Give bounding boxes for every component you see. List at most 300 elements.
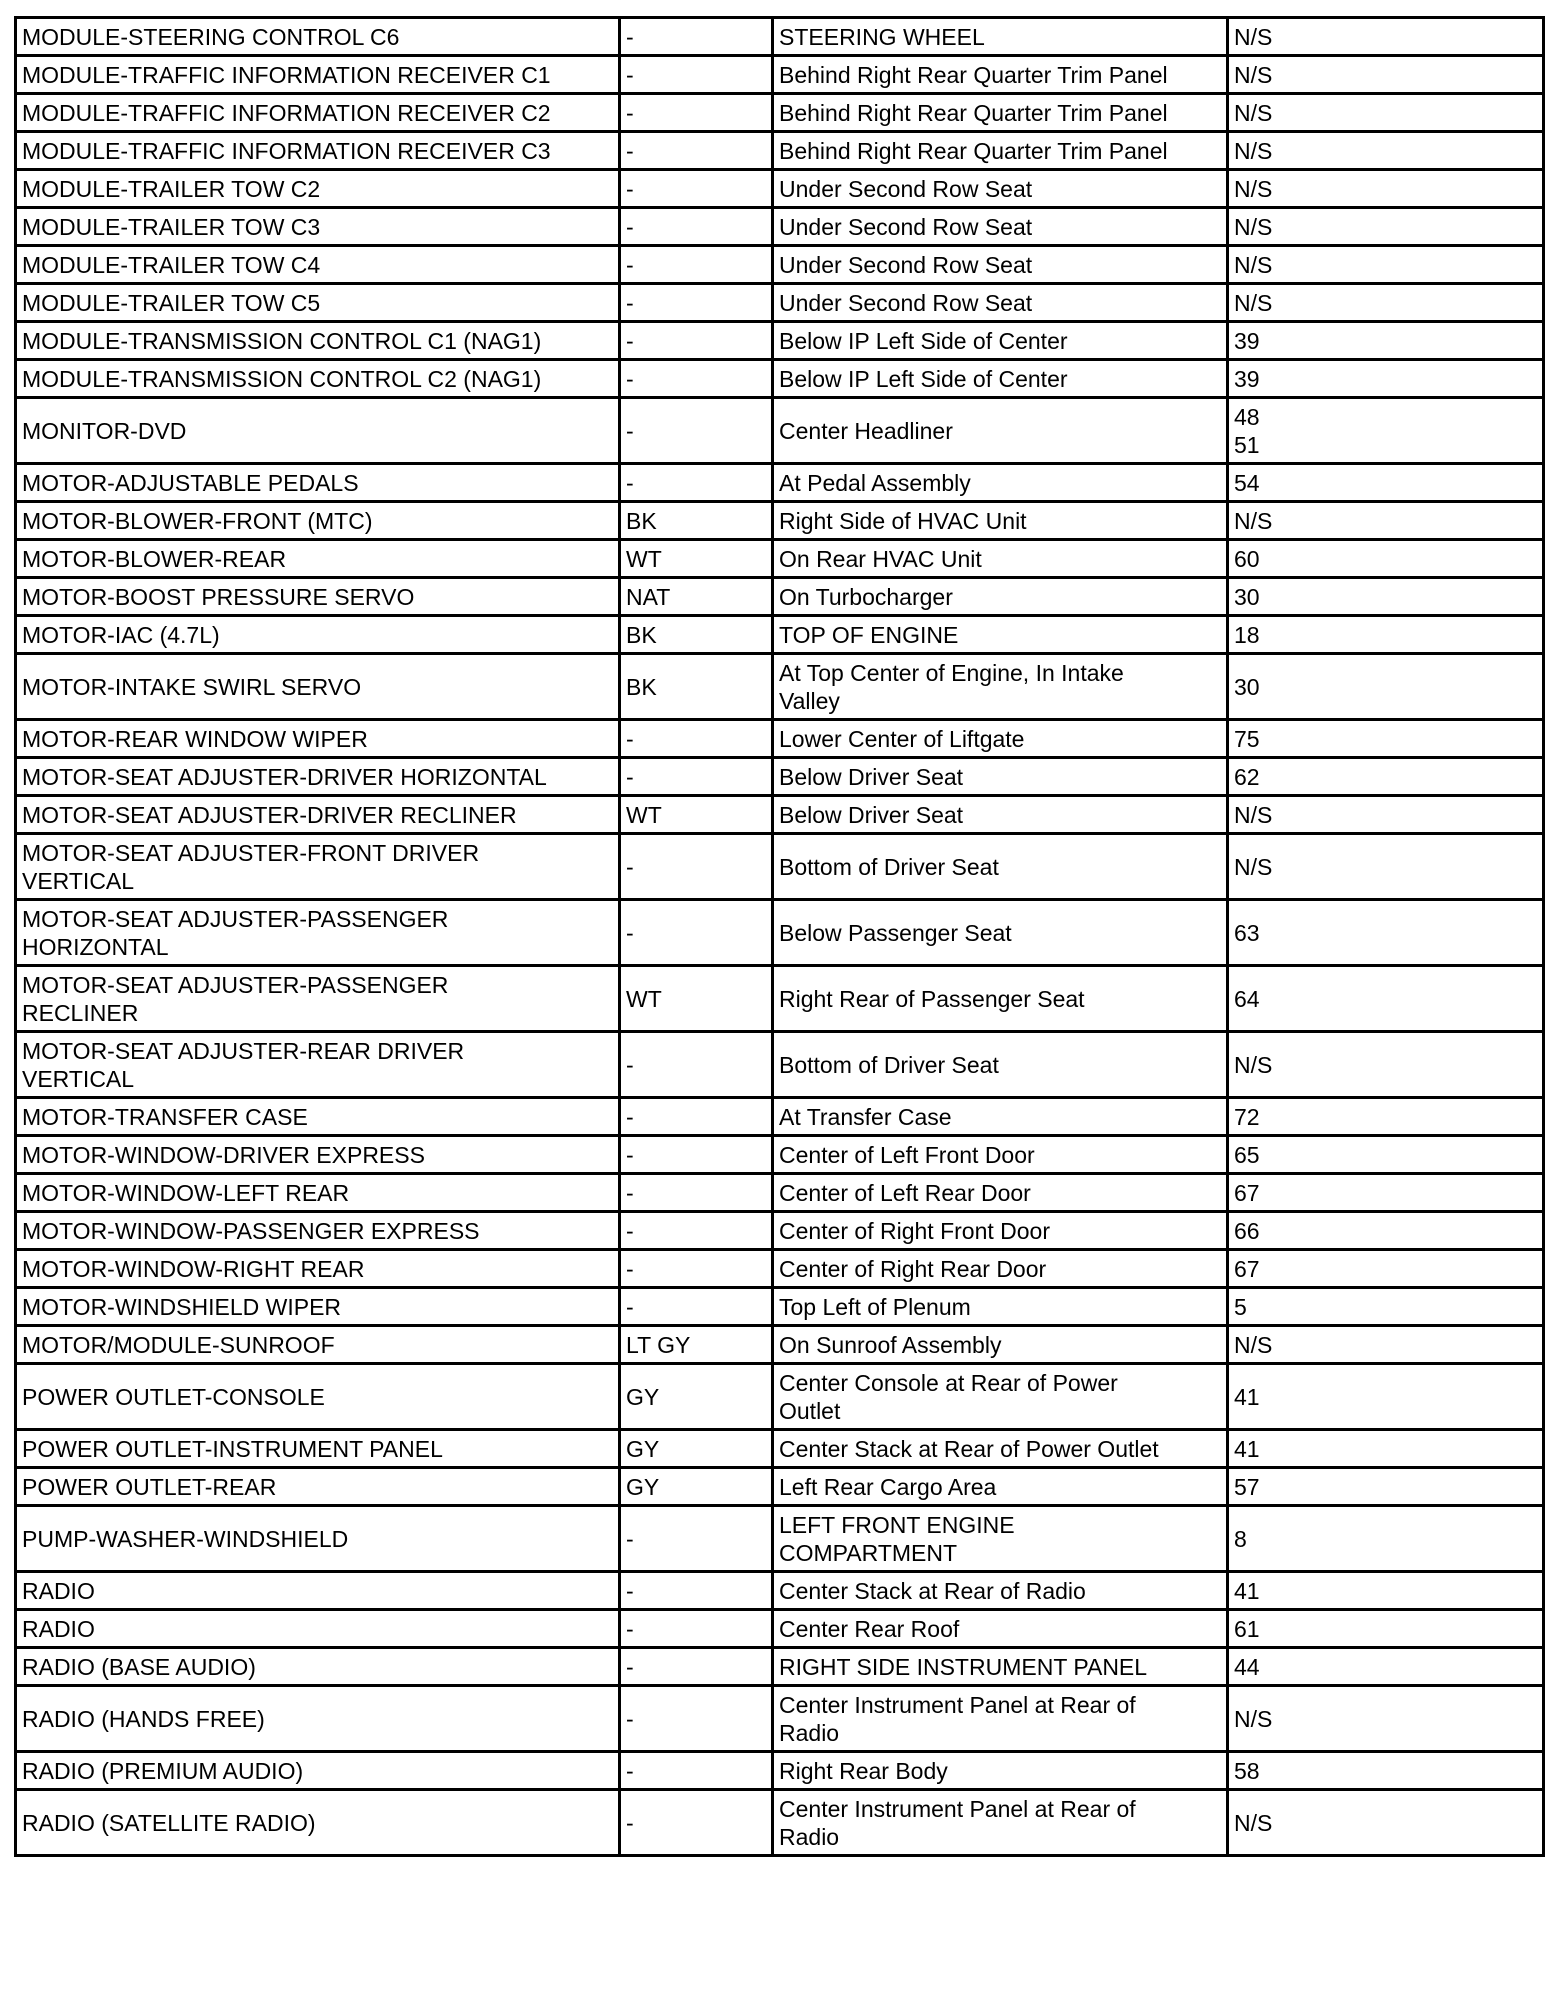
figure-number-text: N/S [1234,1705,1273,1732]
connector-color-text: - [626,725,634,752]
table-row [16,360,1544,398]
connector-color-cell [620,796,773,834]
connector-color-cell [620,1326,773,1364]
component-name-cell [16,1752,620,1790]
figure-number-cell [1228,170,1544,208]
component-name-text: MOTOR-REAR WINDOW WIPER [22,725,368,752]
location-text: Left Rear Cargo Area [779,1473,997,1500]
location-text: Center Stack at Rear of Radio [779,1577,1086,1604]
figure-number-cell [1228,1250,1544,1288]
figure-number-text: 57 [1234,1473,1260,1500]
figure-number-text: N/S [1234,507,1273,534]
location-cell [773,360,1228,398]
component-locator-page [14,16,1542,1857]
component-name-cell [16,540,620,578]
figure-number-cell [1228,1288,1544,1326]
location-text: Bottom of Driver Seat [779,853,999,880]
table-row [16,1610,1544,1648]
table-row [16,1790,1544,1856]
connector-color-cell [620,1752,773,1790]
component-name-cell [16,1136,620,1174]
table-row [16,1212,1544,1250]
connector-color-text: - [626,1141,634,1168]
figure-number-text: 39 [1234,327,1260,354]
connector-color-text: GY [626,1473,660,1500]
connector-color-cell [620,1288,773,1326]
figure-number-text: 41 [1234,1577,1260,1604]
location-text-line-2: Radio [779,1823,840,1850]
connector-color-cell [620,398,773,464]
location-cell [773,1648,1228,1686]
connector-color-cell [620,208,773,246]
component-name-text: POWER OUTLET-CONSOLE [22,1383,325,1410]
figure-number-text: N/S [1234,175,1273,202]
table-row [16,502,1544,540]
connector-color-text: - [626,137,634,164]
figure-number-text: N/S [1234,1331,1273,1358]
location-cell [773,834,1228,900]
figure-number-cell [1228,578,1544,616]
table-row [16,1174,1544,1212]
location-text: Below Driver Seat [779,801,964,828]
figure-number-cell [1228,246,1544,284]
location-text: Right Rear of Passenger Seat [779,985,1085,1012]
connector-color-text: WT [626,545,662,572]
figure-number-text: N/S [1234,801,1273,828]
location-text: Center Stack at Rear of Power Outlet [779,1435,1159,1462]
connector-color-text: LT GY [626,1331,691,1358]
location-cell [773,246,1228,284]
location-cell [773,1098,1228,1136]
figure-number-text: N/S [1234,213,1273,240]
figure-number-cell [1228,1572,1544,1610]
location-cell [773,1686,1228,1752]
component-name-text: MODULE-TRAILER TOW C2 [22,175,321,202]
location-text: Right Side of HVAC Unit [779,507,1027,534]
component-name-cell [16,246,620,284]
location-text: Under Second Row Seat [779,213,1033,240]
component-name-cell [16,132,620,170]
component-name-cell [16,1686,620,1752]
component-name-text: MOTOR-SEAT ADJUSTER-DRIVER RECLINER [22,801,517,828]
connector-color-text: - [626,763,634,790]
connector-color-cell [620,360,773,398]
component-name-cell [16,578,620,616]
figure-number-cell [1228,900,1544,966]
table-row [16,1250,1544,1288]
component-name-text-line-2: HORIZONTAL [22,933,169,960]
component-name-text: MOTOR-BLOWER-FRONT (MTC) [22,507,373,534]
connector-color-cell [620,834,773,900]
figure-number-cell [1228,1326,1544,1364]
location-cell [773,1430,1228,1468]
table-row [16,1032,1544,1098]
location-cell [773,1250,1228,1288]
figure-number-text: 64 [1234,985,1260,1012]
figure-number-cell [1228,796,1544,834]
connector-color-cell [620,1430,773,1468]
location-cell [773,654,1228,720]
figure-number-cell [1228,758,1544,796]
component-name-text: MOTOR-IAC (4.7L) [22,621,220,648]
figure-number-cell [1228,18,1544,56]
connector-color-cell [620,1364,773,1430]
connector-color-text: BK [626,673,657,700]
component-name-text: MODULE-TRANSMISSION CONTROL C2 (NAG1) [22,365,542,392]
location-text: At Transfer Case [779,1103,952,1130]
connector-color-cell [620,654,773,720]
component-name-cell [16,170,620,208]
figure-number-text: N/S [1234,853,1273,880]
location-text: Center Rear Roof [779,1615,960,1642]
location-cell [773,1752,1228,1790]
component-name-text: MOTOR-INTAKE SWIRL SERVO [22,673,362,700]
figure-number-cell [1228,1032,1544,1098]
component-name-text: MODULE-TRAILER TOW C5 [22,289,321,316]
connector-color-text: - [626,175,634,202]
connector-color-text: - [626,1577,634,1604]
connector-color-text: - [626,1705,634,1732]
component-locator-table [14,16,1545,1857]
location-text: At Pedal Assembly [779,469,971,496]
figure-number-text-line-2: 51 [1234,431,1260,458]
location-text: On Rear HVAC Unit [779,545,982,572]
table-row [16,654,1544,720]
connector-color-cell [620,1468,773,1506]
location-cell [773,720,1228,758]
connector-color-text: - [626,61,634,88]
figure-number-text: N/S [1234,1809,1273,1836]
connector-color-text: - [626,1615,634,1642]
table-row [16,322,1544,360]
table-row [16,1430,1544,1468]
figure-number-cell [1228,56,1544,94]
table-row [16,56,1544,94]
figure-number-cell [1228,322,1544,360]
connector-color-text: - [626,1179,634,1206]
figure-number-cell [1228,1364,1544,1430]
table-row [16,758,1544,796]
component-name-cell [16,966,620,1032]
figure-number-cell [1228,502,1544,540]
figure-number-cell [1228,1610,1544,1648]
component-name-text: MOTOR-WINDOW-DRIVER EXPRESS [22,1141,425,1168]
location-cell [773,1212,1228,1250]
figure-number-cell [1228,398,1544,464]
connector-color-text: - [626,1653,634,1680]
figure-number-text: 67 [1234,1179,1260,1206]
figure-number-cell [1228,94,1544,132]
component-name-text: POWER OUTLET-INSTRUMENT PANEL [22,1435,443,1462]
figure-number-text: 62 [1234,763,1260,790]
location-cell [773,464,1228,502]
location-text: Center Instrument Panel at Rear of [779,1795,1136,1822]
component-name-cell [16,1250,620,1288]
connector-color-cell [620,502,773,540]
table-row [16,720,1544,758]
connector-color-text: NAT [626,583,671,610]
table-row [16,1752,1544,1790]
table-row [16,796,1544,834]
component-name-text: PUMP-WASHER-WINDSHIELD [22,1525,349,1552]
table-row [16,616,1544,654]
location-cell [773,966,1228,1032]
location-text-line-2: Radio [779,1719,840,1746]
location-cell [773,56,1228,94]
connector-color-cell [620,578,773,616]
component-name-text: MOTOR-SEAT ADJUSTER-FRONT DRIVER [22,839,480,866]
connector-color-text: - [626,1103,634,1130]
connector-color-text: - [626,1525,634,1552]
connector-color-text: GY [626,1383,660,1410]
connector-color-cell [620,170,773,208]
component-name-cell [16,1174,620,1212]
connector-color-cell [620,1212,773,1250]
connector-color-cell [620,132,773,170]
component-name-cell [16,1790,620,1856]
connector-color-cell [620,966,773,1032]
component-name-cell [16,284,620,322]
component-name-text: MOTOR-SEAT ADJUSTER-PASSENGER [22,905,449,932]
connector-color-text: - [626,417,634,444]
component-name-cell [16,94,620,132]
component-name-text: RADIO [22,1577,95,1604]
location-text-line-2: Outlet [779,1397,841,1424]
component-name-cell [16,1364,620,1430]
location-cell [773,398,1228,464]
figure-number-cell [1228,1686,1544,1752]
figure-number-cell [1228,1468,1544,1506]
component-name-text: RADIO (BASE AUDIO) [22,1653,256,1680]
component-name-text: MOTOR-BOOST PRESSURE SERVO [22,583,415,610]
location-cell [773,1790,1228,1856]
location-text-line-2: COMPARTMENT [779,1539,958,1566]
figure-number-cell [1228,1790,1544,1856]
connector-color-cell [620,900,773,966]
table-row [16,834,1544,900]
component-name-text: MODULE-TRAILER TOW C4 [22,251,321,278]
figure-number-text: N/S [1234,99,1273,126]
table-row [16,1686,1544,1752]
table-row [16,1326,1544,1364]
component-name-text-line-2: VERTICAL [22,1065,135,1092]
component-name-text: MOTOR/MODULE-SUNROOF [22,1331,335,1358]
figure-number-text: 61 [1234,1615,1260,1642]
location-cell [773,502,1228,540]
connector-color-cell [620,56,773,94]
location-text: Behind Right Rear Quarter Trim Panel [779,99,1168,126]
figure-number-cell [1228,284,1544,322]
location-cell [773,1572,1228,1610]
table-row [16,1288,1544,1326]
location-cell [773,1288,1228,1326]
table-row [16,1098,1544,1136]
figure-number-text: 18 [1234,621,1260,648]
figure-number-text: 39 [1234,365,1260,392]
location-cell [773,900,1228,966]
connector-color-cell [620,1610,773,1648]
connector-color-text: - [626,365,634,392]
connector-color-text: GY [626,1435,660,1462]
location-text: Right Rear Body [779,1757,948,1784]
location-text: Lower Center of Liftgate [779,725,1025,752]
component-name-cell [16,900,620,966]
component-name-cell [16,834,620,900]
table-row [16,966,1544,1032]
component-name-cell [16,1032,620,1098]
component-name-text: RADIO (SATELLITE RADIO) [22,1809,316,1836]
connector-color-cell [620,1032,773,1098]
connector-color-cell [620,540,773,578]
connector-color-text: - [626,327,634,354]
component-name-text: MONITOR-DVD [22,417,187,444]
location-text: Center Console at Rear of Power [779,1369,1118,1396]
figure-number-text: 58 [1234,1757,1260,1784]
location-text: Below Passenger Seat [779,919,1012,946]
component-name-cell [16,1288,620,1326]
component-name-cell [16,360,620,398]
location-cell [773,132,1228,170]
table-row [16,1468,1544,1506]
figure-number-cell [1228,1098,1544,1136]
component-name-cell [16,1468,620,1506]
table-row [16,18,1544,56]
figure-number-cell [1228,464,1544,502]
component-name-cell [16,1506,620,1572]
location-text: Top Left of Plenum [779,1293,971,1320]
component-name-text: MOTOR-SEAT ADJUSTER-PASSENGER [22,971,449,998]
location-cell [773,1610,1228,1648]
component-name-cell [16,720,620,758]
table-row [16,1364,1544,1430]
figure-number-cell [1228,1506,1544,1572]
connector-color-text: - [626,213,634,240]
connector-color-text: - [626,1217,634,1244]
figure-number-cell [1228,1648,1544,1686]
location-text: On Sunroof Assembly [779,1331,1002,1358]
component-name-cell [16,208,620,246]
location-text: RIGHT SIDE INSTRUMENT PANEL [779,1653,1148,1680]
figure-number-cell [1228,616,1544,654]
connector-color-cell [620,1098,773,1136]
table-row [16,540,1544,578]
component-name-text: MODULE-STEERING CONTROL C6 [22,23,400,50]
connector-color-text: - [626,469,634,496]
location-text: Center Headliner [779,417,953,444]
table-row [16,246,1544,284]
component-name-text: MOTOR-WINDOW-RIGHT REAR [22,1255,365,1282]
figure-number-text: 30 [1234,673,1260,700]
location-text: Behind Right Rear Quarter Trim Panel [779,137,1168,164]
table-row [16,1136,1544,1174]
connector-color-text: - [626,99,634,126]
connector-color-text: - [626,23,634,50]
connector-color-text: - [626,1255,634,1282]
component-name-text: MODULE-TRANSMISSION CONTROL C1 (NAG1) [22,327,542,354]
table-row [16,132,1544,170]
connector-color-text: - [626,1757,634,1784]
component-name-cell [16,322,620,360]
component-name-text-line-2: VERTICAL [22,867,135,894]
figure-number-cell [1228,360,1544,398]
location-cell [773,1326,1228,1364]
connector-color-text: - [626,1809,634,1836]
component-name-cell [16,502,620,540]
location-text: Bottom of Driver Seat [779,1051,999,1078]
component-name-cell [16,1430,620,1468]
connector-color-cell [620,1686,773,1752]
figure-number-cell [1228,1136,1544,1174]
location-cell [773,1506,1228,1572]
table-row [16,208,1544,246]
component-name-text: MOTOR-WINDSHIELD WIPER [22,1293,342,1320]
figure-number-cell [1228,1212,1544,1250]
figure-number-text: N/S [1234,23,1273,50]
location-cell [773,796,1228,834]
figure-number-cell [1228,540,1544,578]
component-name-text: RADIO (PREMIUM AUDIO) [22,1757,304,1784]
location-text: Below IP Left Side of Center [779,365,1068,392]
figure-number-cell [1228,208,1544,246]
table-row [16,1648,1544,1686]
figure-number-text: 65 [1234,1141,1260,1168]
connector-color-cell [620,1136,773,1174]
figure-number-text: 67 [1234,1255,1260,1282]
connector-color-cell [620,246,773,284]
figure-number-cell [1228,1430,1544,1468]
location-text: Under Second Row Seat [779,251,1033,278]
connector-color-cell [620,322,773,360]
location-cell [773,322,1228,360]
component-name-text: MOTOR-SEAT ADJUSTER-REAR DRIVER [22,1037,465,1064]
connector-color-text: BK [626,507,657,534]
figure-number-text: 5 [1234,1293,1247,1320]
figure-number-text: N/S [1234,61,1273,88]
component-name-text-line-2: RECLINER [22,999,139,1026]
table-row [16,1572,1544,1610]
location-text: LEFT FRONT ENGINE [779,1511,1015,1538]
component-name-cell [16,18,620,56]
component-name-text: MOTOR-WINDOW-LEFT REAR [22,1179,350,1206]
connector-color-text: - [626,1051,634,1078]
connector-color-text: - [626,919,634,946]
table-body [16,18,1544,1856]
component-name-cell [16,758,620,796]
table-row [16,900,1544,966]
figure-number-text: 60 [1234,545,1260,572]
figure-number-text: 72 [1234,1103,1260,1130]
location-text: Center of Left Front Door [779,1141,1035,1168]
table-row [16,284,1544,322]
connector-color-cell [620,1250,773,1288]
connector-color-text: - [626,251,634,278]
location-text-line-2: Valley [779,687,840,714]
location-text: Behind Right Rear Quarter Trim Panel [779,61,1168,88]
connector-color-text: WT [626,801,662,828]
location-cell [773,540,1228,578]
figure-number-text: 44 [1234,1653,1260,1680]
component-name-cell [16,1648,620,1686]
component-name-text: MOTOR-WINDOW-PASSENGER EXPRESS [22,1217,480,1244]
component-name-text: MOTOR-TRANSFER CASE [22,1103,308,1130]
component-name-cell [16,464,620,502]
location-text: TOP OF ENGINE [779,621,959,648]
location-text: Below Driver Seat [779,763,964,790]
table-row [16,398,1544,464]
location-text: Center of Right Rear Door [779,1255,1047,1282]
figure-number-text: 66 [1234,1217,1260,1244]
figure-number-cell [1228,720,1544,758]
